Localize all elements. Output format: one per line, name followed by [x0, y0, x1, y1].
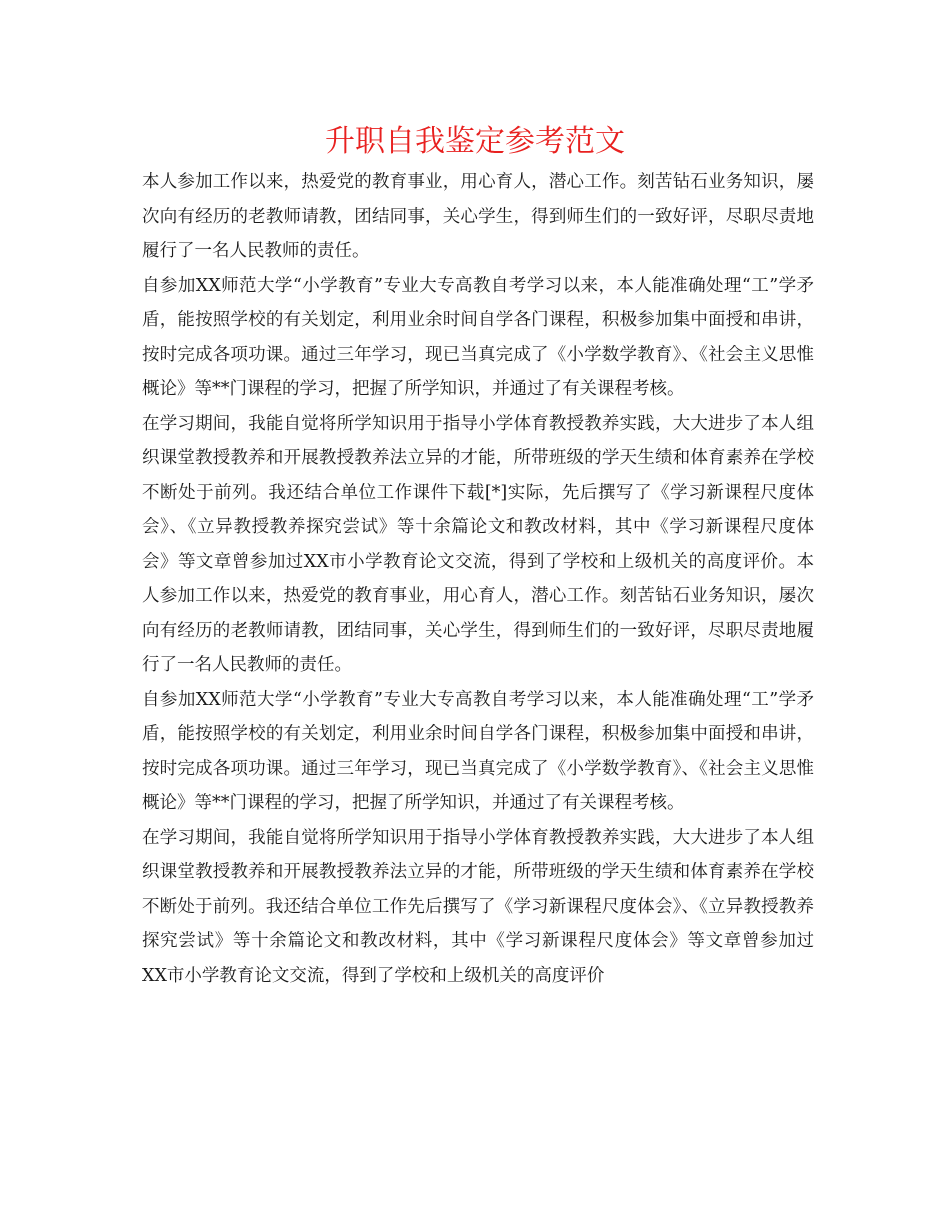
document-body — [142, 165, 814, 993]
paragraph-1: 本人参加工作以来，热爱党的教育事业，用心育人，潜心工作。刻苦钻石业务知识，屡次向有经历的老教师请教，团结同事，关心学生，得到师生们的一致好评，尽职尽责地履行了一名人民教师的责任。 — [142, 172, 814, 261]
document-title: 升职自我鉴定参考范文 — [325, 124, 625, 159]
paragraph-2: 自参加XX师范大学“小学教育”专业大专高教自考学习以来，本人能准确处理“工”学矛盾，能按照学校的有关划定，利用业余时间自学各门课程，积极参加集中面授和串讲，按时完成各项功课。通过三年学习，现已当真完成了《小学数学教育》、《社会主义思惟概论》等**门课程的学习，把握了所学知识，并通过了有关课程考核。 — [142, 275, 814, 399]
paragraph-3: 在学习期间，我能自觉将所学知识用于指导小学体育教授教养实践，大大进步了本人组织课堂教授教养和开展教授教养法立异的才能，所带班级的学天生绩和体育素养在学校不断处于前列。我还结合单位工作课件下载[*]实际，先后撰写了《学习新课程尺度体会》、《立异教授教养探究尝试》等十余篇论文和教改材料，其中《学习新课程尺度体会》等文章曾参加过XX市小学教育论文交流，得到了学校和上级机关的高度评价。本人参加工作以来，热爱党的教育事业，用心育人，潜心工作。刻苦钻石业务知识，屡次向有经历的老教师请教，团结同事，关心学生，得到师生们的一致好评，尽职尽责地履行了一名人民教师的责任。 — [142, 413, 814, 675]
paragraph-4: 自参加XX师范大学“小学教育”专业大专高教自考学习以来，本人能准确处理“工”学矛盾，能按照学校的有关划定，利用业余时间自学各门课程，积极参加集中面授和串讲，按时完成各项功课。通过三年学习，现已当真完成了《小学数学教育》、《社会主义思惟概论》等**门课程的学习，把握了所学知识，并通过了有关课程考核。 — [142, 689, 814, 813]
paragraph-5: 在学习期间，我能自觉将所学知识用于指导小学体育教授教养实践，大大进步了本人组织课堂教授教养和开展教授教养法立异的才能，所带班级的学天生绩和体育素养在学校不断处于前列。我还结合单位工作先后撰写了《学习新课程尺度体会》、《立异教授教养探究尝试》等十余篇论文和教改材料，其中《学习新课程尺度体会》等文章曾参加过XX市小学教育论文交流，得到了学校和上级机关的高度评价 — [142, 827, 814, 986]
